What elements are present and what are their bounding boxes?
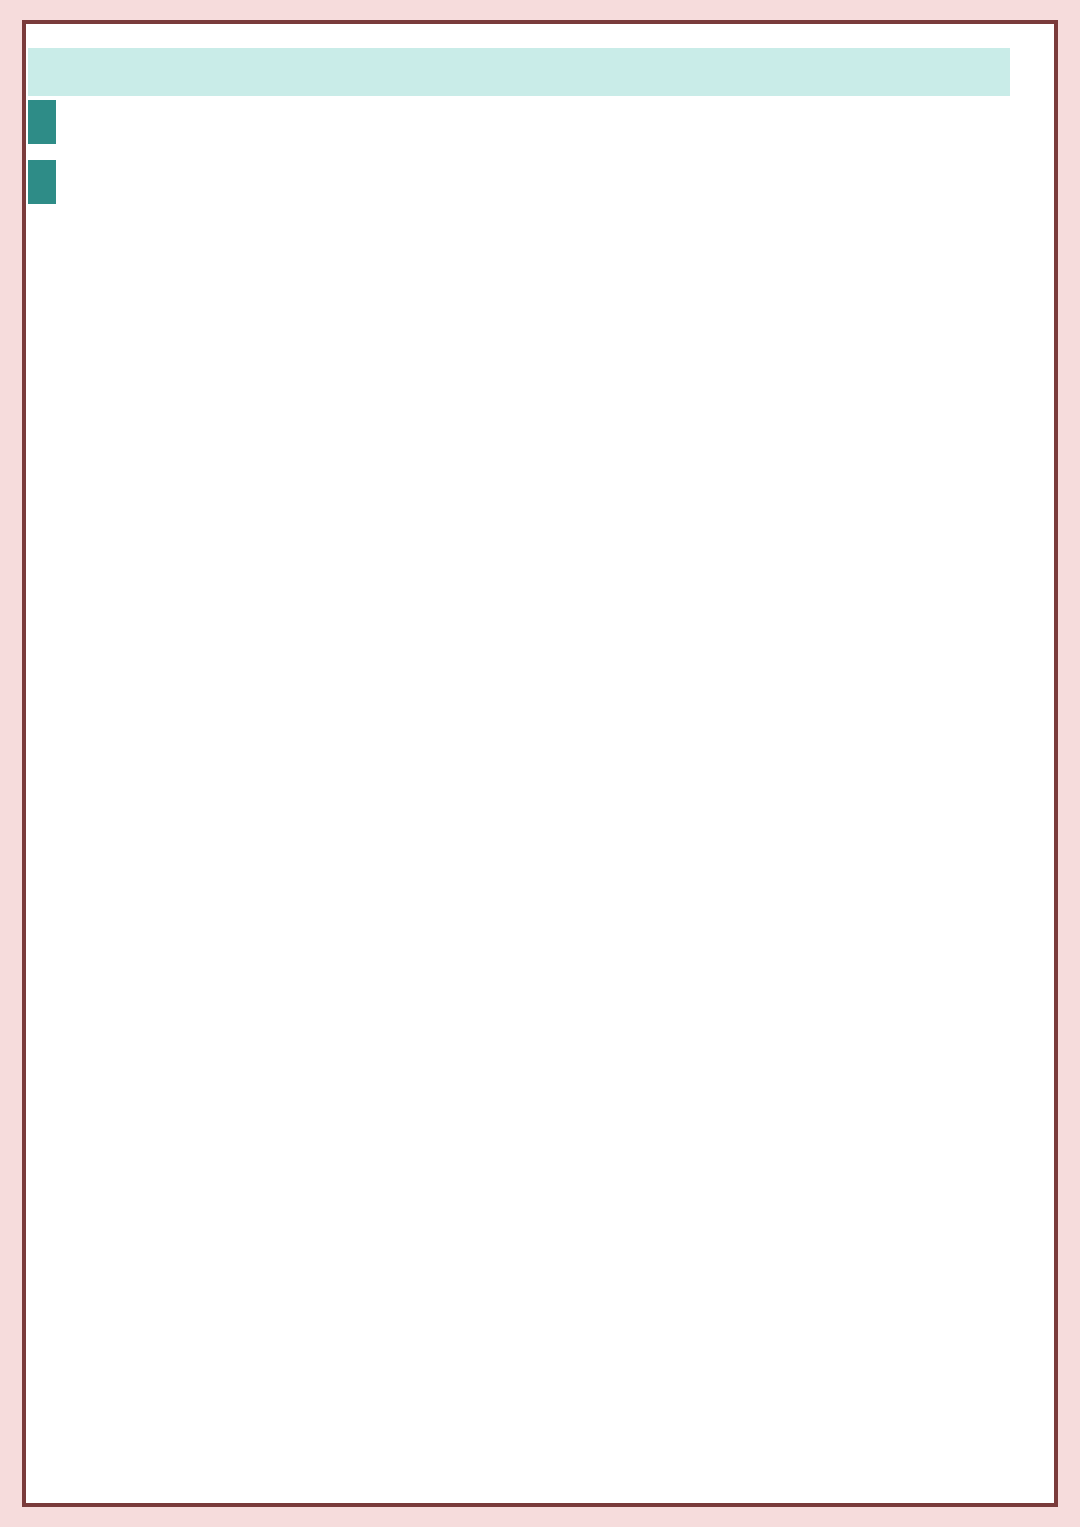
section2-header [28,160,1010,208]
section1-header [28,100,1010,148]
section2-label [28,160,56,204]
section1-label [28,100,56,144]
lesson-title [28,48,1010,96]
page-frame [22,20,1058,1507]
document-body [28,44,1010,222]
